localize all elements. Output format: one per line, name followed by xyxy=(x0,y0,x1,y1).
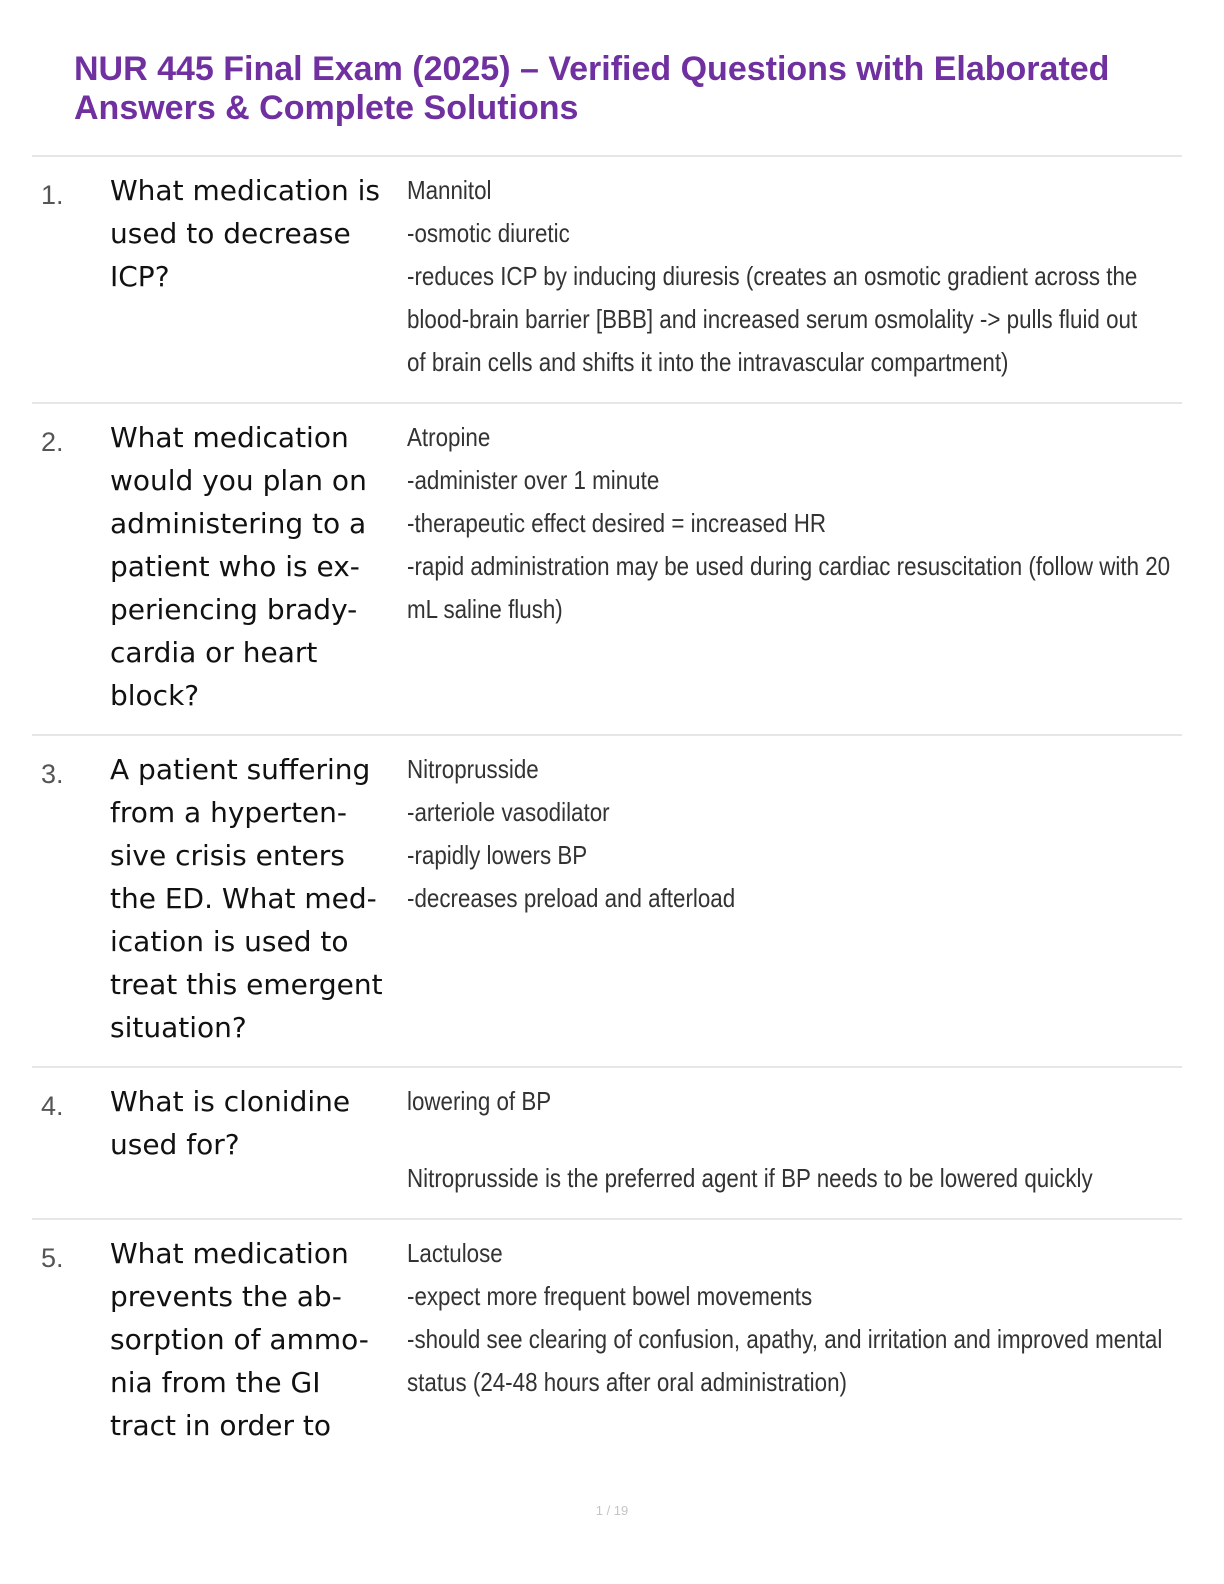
answer-line: status (24-48 hours after oral administration) xyxy=(407,1367,847,1397)
answer-line: blood-brain barrier [BBB] and increased serum osmolality -> pulls fluid out xyxy=(407,304,1138,334)
answer-line: -osmotic diuretic xyxy=(407,218,570,248)
answer-line: -rapid administration may be used during cardiac resuscitation (follow with 20 xyxy=(407,551,1171,581)
answer-line: -administer over 1 minute xyxy=(407,465,660,495)
question-row-2 xyxy=(32,404,1182,736)
question-text: A patient suffering from a hyperten- sive crisis enters the ED. What med- ication is used to treat this emergent situation? xyxy=(110,753,383,1044)
question-text: What is clonidine used for? xyxy=(110,1085,351,1161)
question-number: 5. xyxy=(41,1243,64,1273)
question-text: What medication prevents the ab- sorption of ammo- nia from the GI tract in order to xyxy=(110,1237,369,1442)
answer-line: -therapeutic effect desired = increased HR xyxy=(407,508,827,538)
answer-line: -rapidly lowers BP xyxy=(407,840,588,870)
answer-line: -should see clearing of confusion, apathy, and irritation and improved mental xyxy=(407,1324,1163,1354)
answer-text xyxy=(407,1232,1177,1404)
answer-text xyxy=(407,169,1177,384)
question-number: 1. xyxy=(41,180,64,210)
answer-line: -decreases preload and afterload xyxy=(407,883,736,913)
question-number: 4. xyxy=(41,1091,64,1121)
question-text: What medication is used to decrease ICP? xyxy=(110,174,380,293)
question-row-4 xyxy=(32,1068,1182,1220)
question-text: What medication would you plan on administering to a patient who is ex- periencing brady- cardia or heart block? xyxy=(110,421,367,712)
answer-line: -expect more frequent bowel movements xyxy=(407,1281,813,1311)
answer-line: Nitroprusside is the preferred agent if BP needs to be lowered quickly xyxy=(407,1163,1093,1193)
answer-line: lowering of BP xyxy=(407,1086,552,1116)
answer-line: Atropine xyxy=(407,422,491,452)
question-row-3 xyxy=(32,736,1182,1068)
answer-line: of brain cells and shifts it into the intravascular compartment) xyxy=(407,347,1009,377)
answer-line: Nitroprusside xyxy=(407,754,539,784)
answer-line: Mannitol xyxy=(407,175,492,205)
answer-line: mL saline flush) xyxy=(407,594,563,624)
question-row-5 xyxy=(32,1220,1182,1460)
question-number: 2. xyxy=(41,427,64,457)
answer-line: -reduces ICP by inducing diuresis (creates an osmotic gradient across the xyxy=(407,261,1138,291)
page-indicator: 1 / 19 xyxy=(595,1503,629,1518)
answer-text xyxy=(407,416,1177,631)
question-row-1 xyxy=(32,157,1182,404)
question-number: 3. xyxy=(41,759,64,789)
answer-line: Lactulose xyxy=(407,1238,503,1268)
document-title: NUR 445 Final Exam (2025) – Verified Questions with Elaborated Answers & Complete Solutions xyxy=(74,50,1110,127)
answer-line: -arteriole vasodilator xyxy=(407,797,610,827)
answer-text xyxy=(407,748,1177,920)
answer-spacer xyxy=(407,1123,1177,1157)
question-list xyxy=(32,155,1182,1460)
answer-text xyxy=(407,1080,1177,1200)
